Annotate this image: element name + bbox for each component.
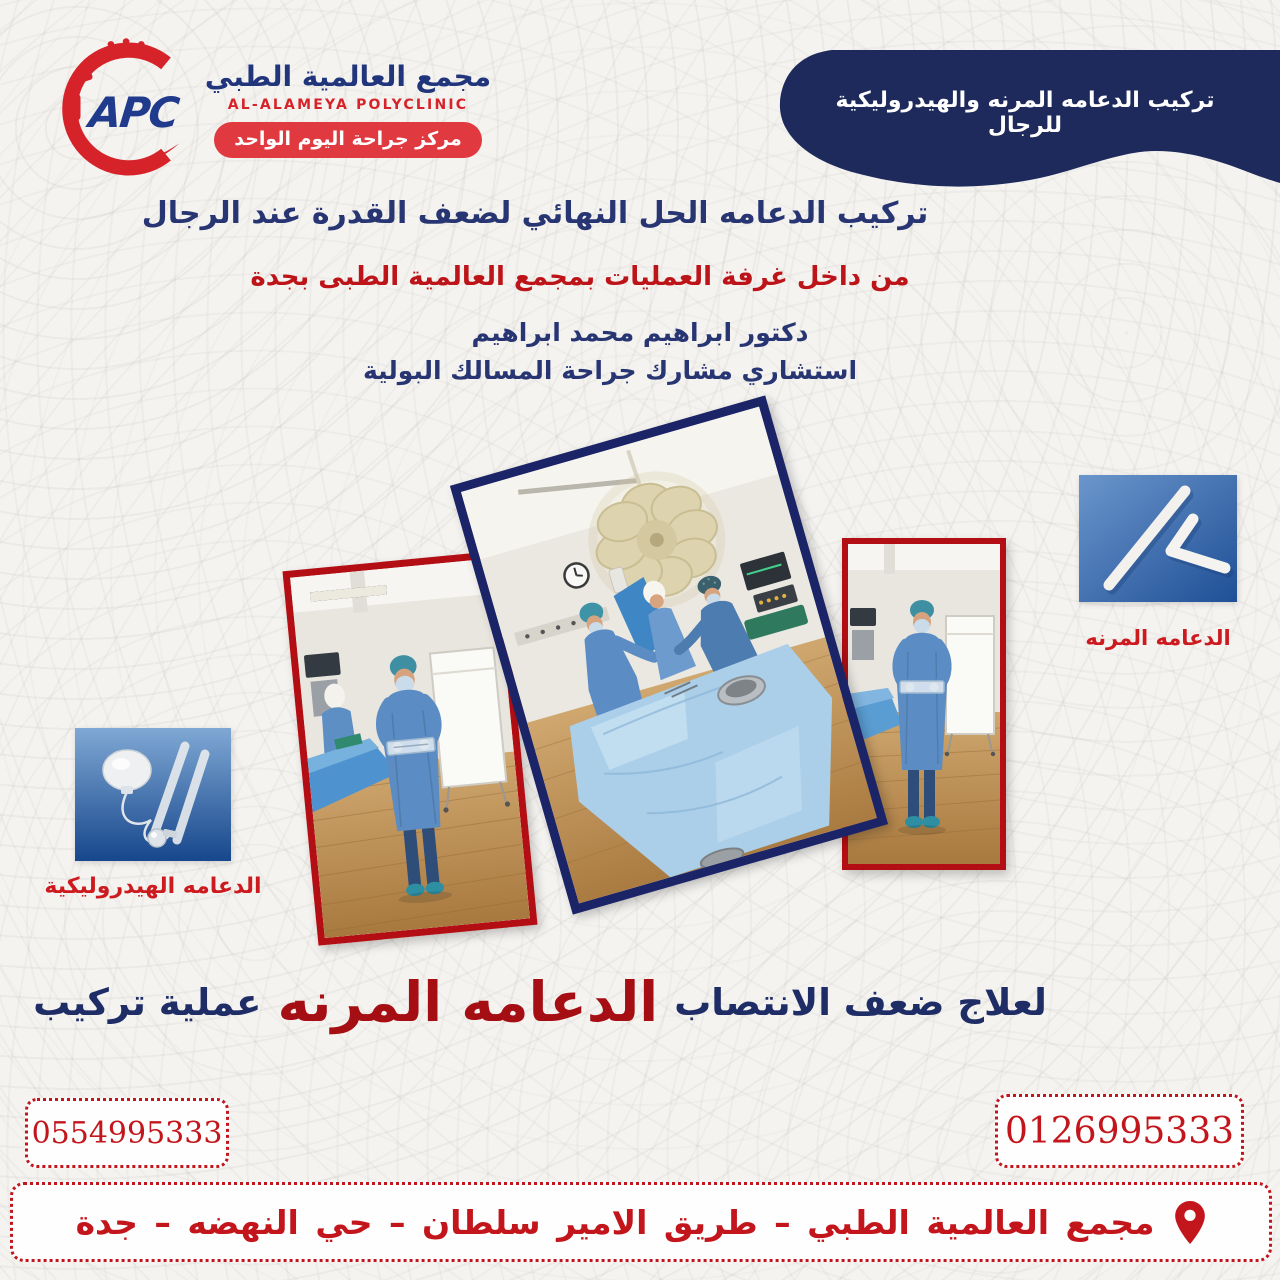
banner-title: تركيب الدعامه المرنه والهيدروليكية للرجال xyxy=(835,88,1215,138)
svg-text:APC: APC xyxy=(86,88,180,138)
flexible-implant-image xyxy=(1079,475,1237,602)
main-headline: تركيب الدعامه الحل النهائي لضعف القدرة عند الرجال xyxy=(141,196,929,231)
subheadline: من داخل غرفة العمليات بمجمع العالمية الطبى بجدة xyxy=(250,262,910,292)
hydraulic-implant-image xyxy=(75,728,231,861)
tagline-highlight: الدعامه المرنه xyxy=(277,970,659,1034)
tagline-post: لعلاج ضعف الانتصاب xyxy=(674,980,1047,1024)
tagline xyxy=(33,952,1047,1052)
doctor-specialty: استشاري مشارك جراحة المسالك البولية xyxy=(362,356,858,385)
address-bar xyxy=(10,1182,1272,1262)
apc-logo-icon xyxy=(52,34,204,184)
one-day-surgery-badge: مركز جراحة اليوم الواحد xyxy=(214,122,482,158)
hydraulic-implant-label: الدعامه الهيدروليكية xyxy=(44,874,262,899)
clinic-logo xyxy=(24,16,492,176)
phone-number-mobile: 0554995333 xyxy=(31,1115,223,1151)
address-text: مجمع العالمية الطبي – طريق الامير سلطان – حي النهضه – جدة xyxy=(75,1202,1155,1242)
phone-number-landline: 0126995333 xyxy=(1004,1110,1235,1152)
doctor-name: دكتور ابراهيم محمد ابراهيم xyxy=(471,318,809,347)
flexible-implant-label: الدعامه المرنه xyxy=(1085,626,1231,650)
clinic-name-arabic: مجمع العالمية الطبي xyxy=(204,60,492,93)
phone-box-landline xyxy=(995,1094,1244,1168)
clinic-name-english: AL-ALAMEYA POLYCLINIC xyxy=(227,97,469,113)
phone-box-mobile xyxy=(25,1098,229,1168)
tagline-pre: عملية تركيب xyxy=(33,980,262,1024)
location-pin-icon xyxy=(1174,1200,1206,1245)
